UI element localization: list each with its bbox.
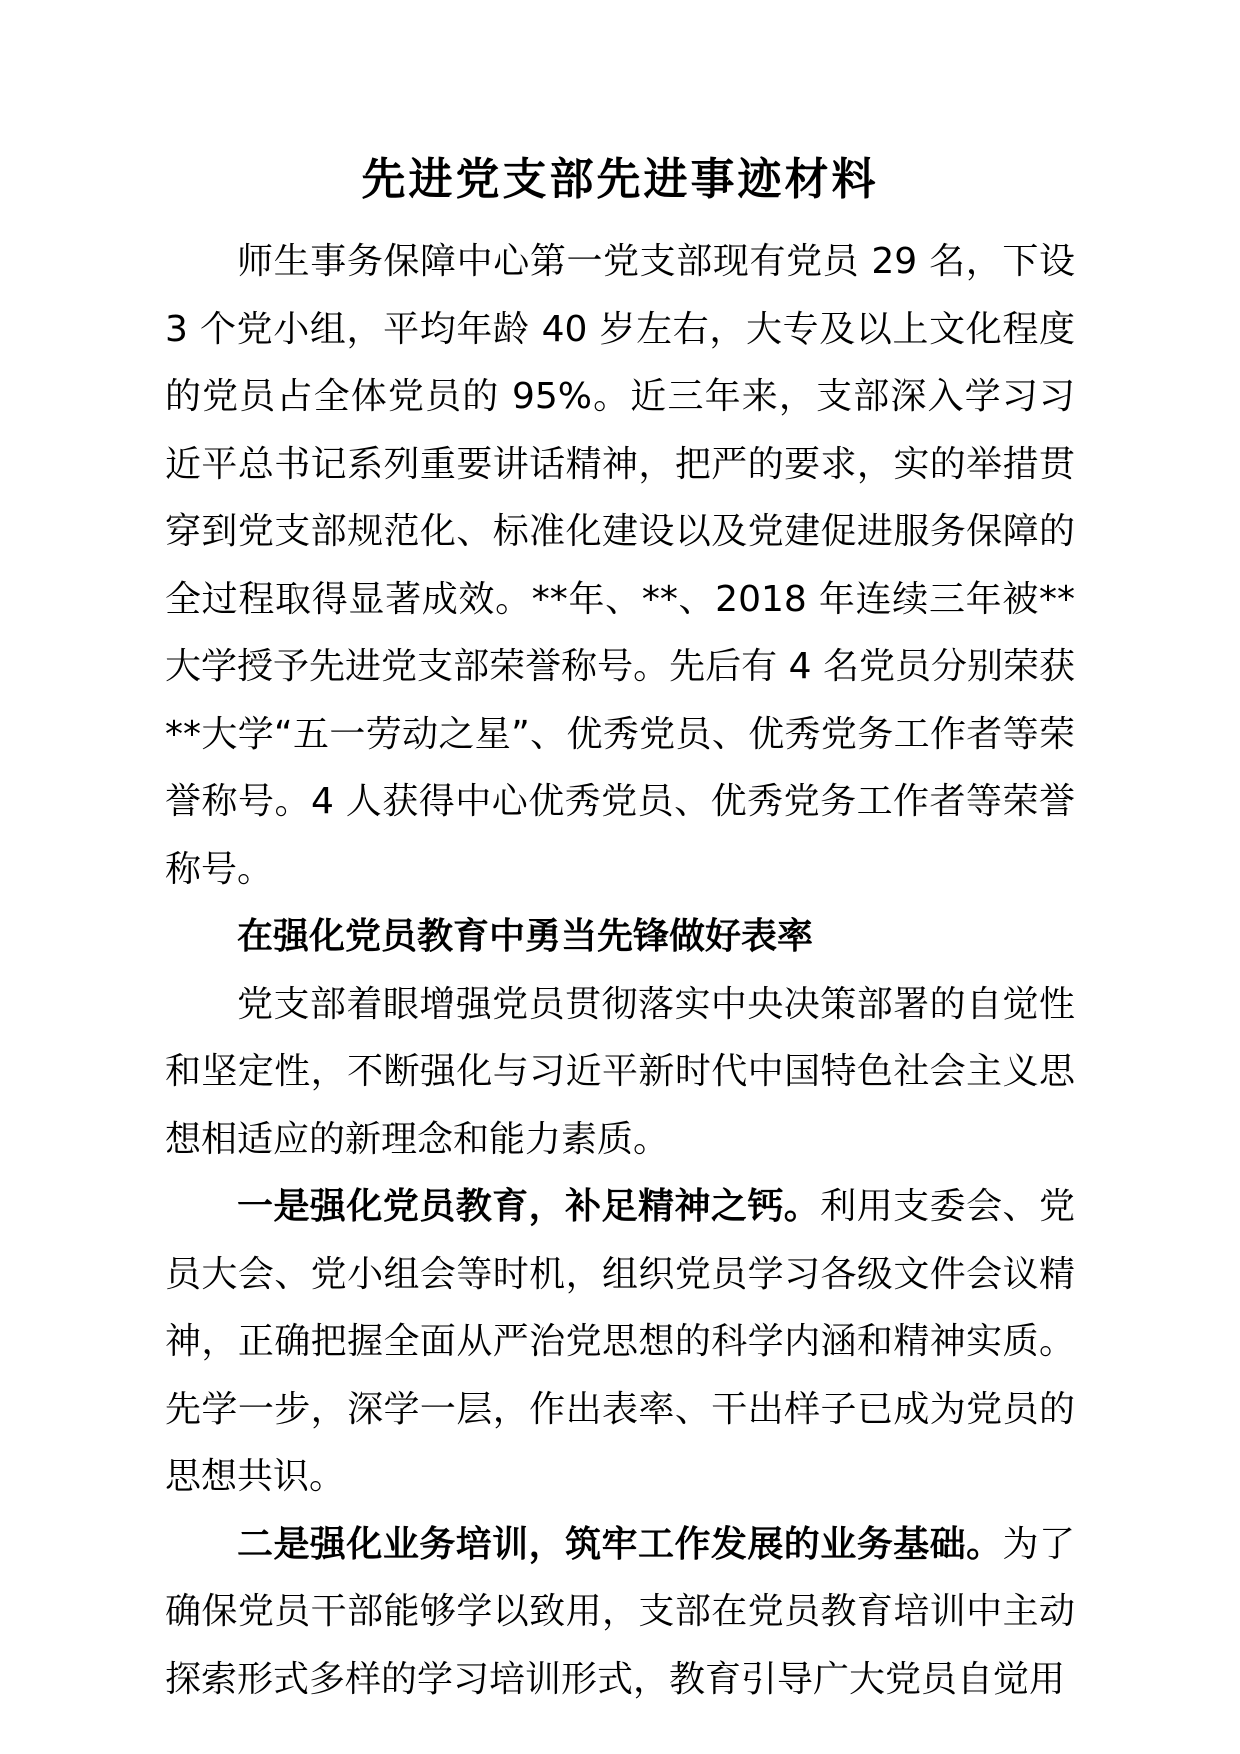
section-heading-text: 在强化党员教育中勇当先锋做好表率 [237, 916, 814, 957]
point-2-text: 为了确保党员干部能够学以致用，支部在党员教育培训中主动探索形式多样的学习培训形式，教育引导广大党员自觉用 [165, 1523, 1075, 1700]
intro-paragraph-text: 师生事务保障中心第一党支部现有党员 29 名，下设 3 个党小组，平均年龄 40 岁左右，大专及以上文化程度的党员占全体党员的 95%。近三年来，支部深入学习习近平总书记系列重要讲话精神，把严的要求，实的举措贯穿到党支部规范化、标准化建设以及党建促进服务保障的全过程取得显著成效。**年、**、2018 年连续三年被**大学授予先进党支部荣誉称号。先后有 4 名党员分别荣获**大学“五一劳动之星”、优秀党员、优秀党务工作者等荣誉称号。4 人获得中心优秀党员、优秀党务工作者等荣誉称号。 [165, 241, 1075, 890]
point-2-paragraph [165, 1511, 1075, 1714]
section-lead-paragraph [165, 971, 1075, 1174]
point-2-bold-lead: 二是强化业务培训，筑牢工作发展的业务基础。 [237, 1523, 1003, 1565]
section-lead-text: 党支部着眼增强党员贯彻落实中央决策部署的自觉性和坚定性，不断强化与习近平新时代中国特色社会主义思想相适应的新理念和能力素质。 [165, 983, 1075, 1160]
point-1-bold-lead: 一是强化党员教育，补足精神之钙。 [237, 1186, 821, 1227]
point-1-text: 利用支委会、党员大会、党小组会等时机，组织党员学习各级文件会议精神，正确把握全面从严治党思想的科学内涵和精神实质。先学一步，深学一层，作出表率、干出样子已成为党员的思想共识。 [165, 1186, 1075, 1497]
document-title: 先进党支部先进事迹材料 [361, 154, 879, 205]
intro-paragraph [165, 228, 1075, 903]
section-heading [165, 903, 1075, 971]
point-1-paragraph [165, 1173, 1075, 1511]
